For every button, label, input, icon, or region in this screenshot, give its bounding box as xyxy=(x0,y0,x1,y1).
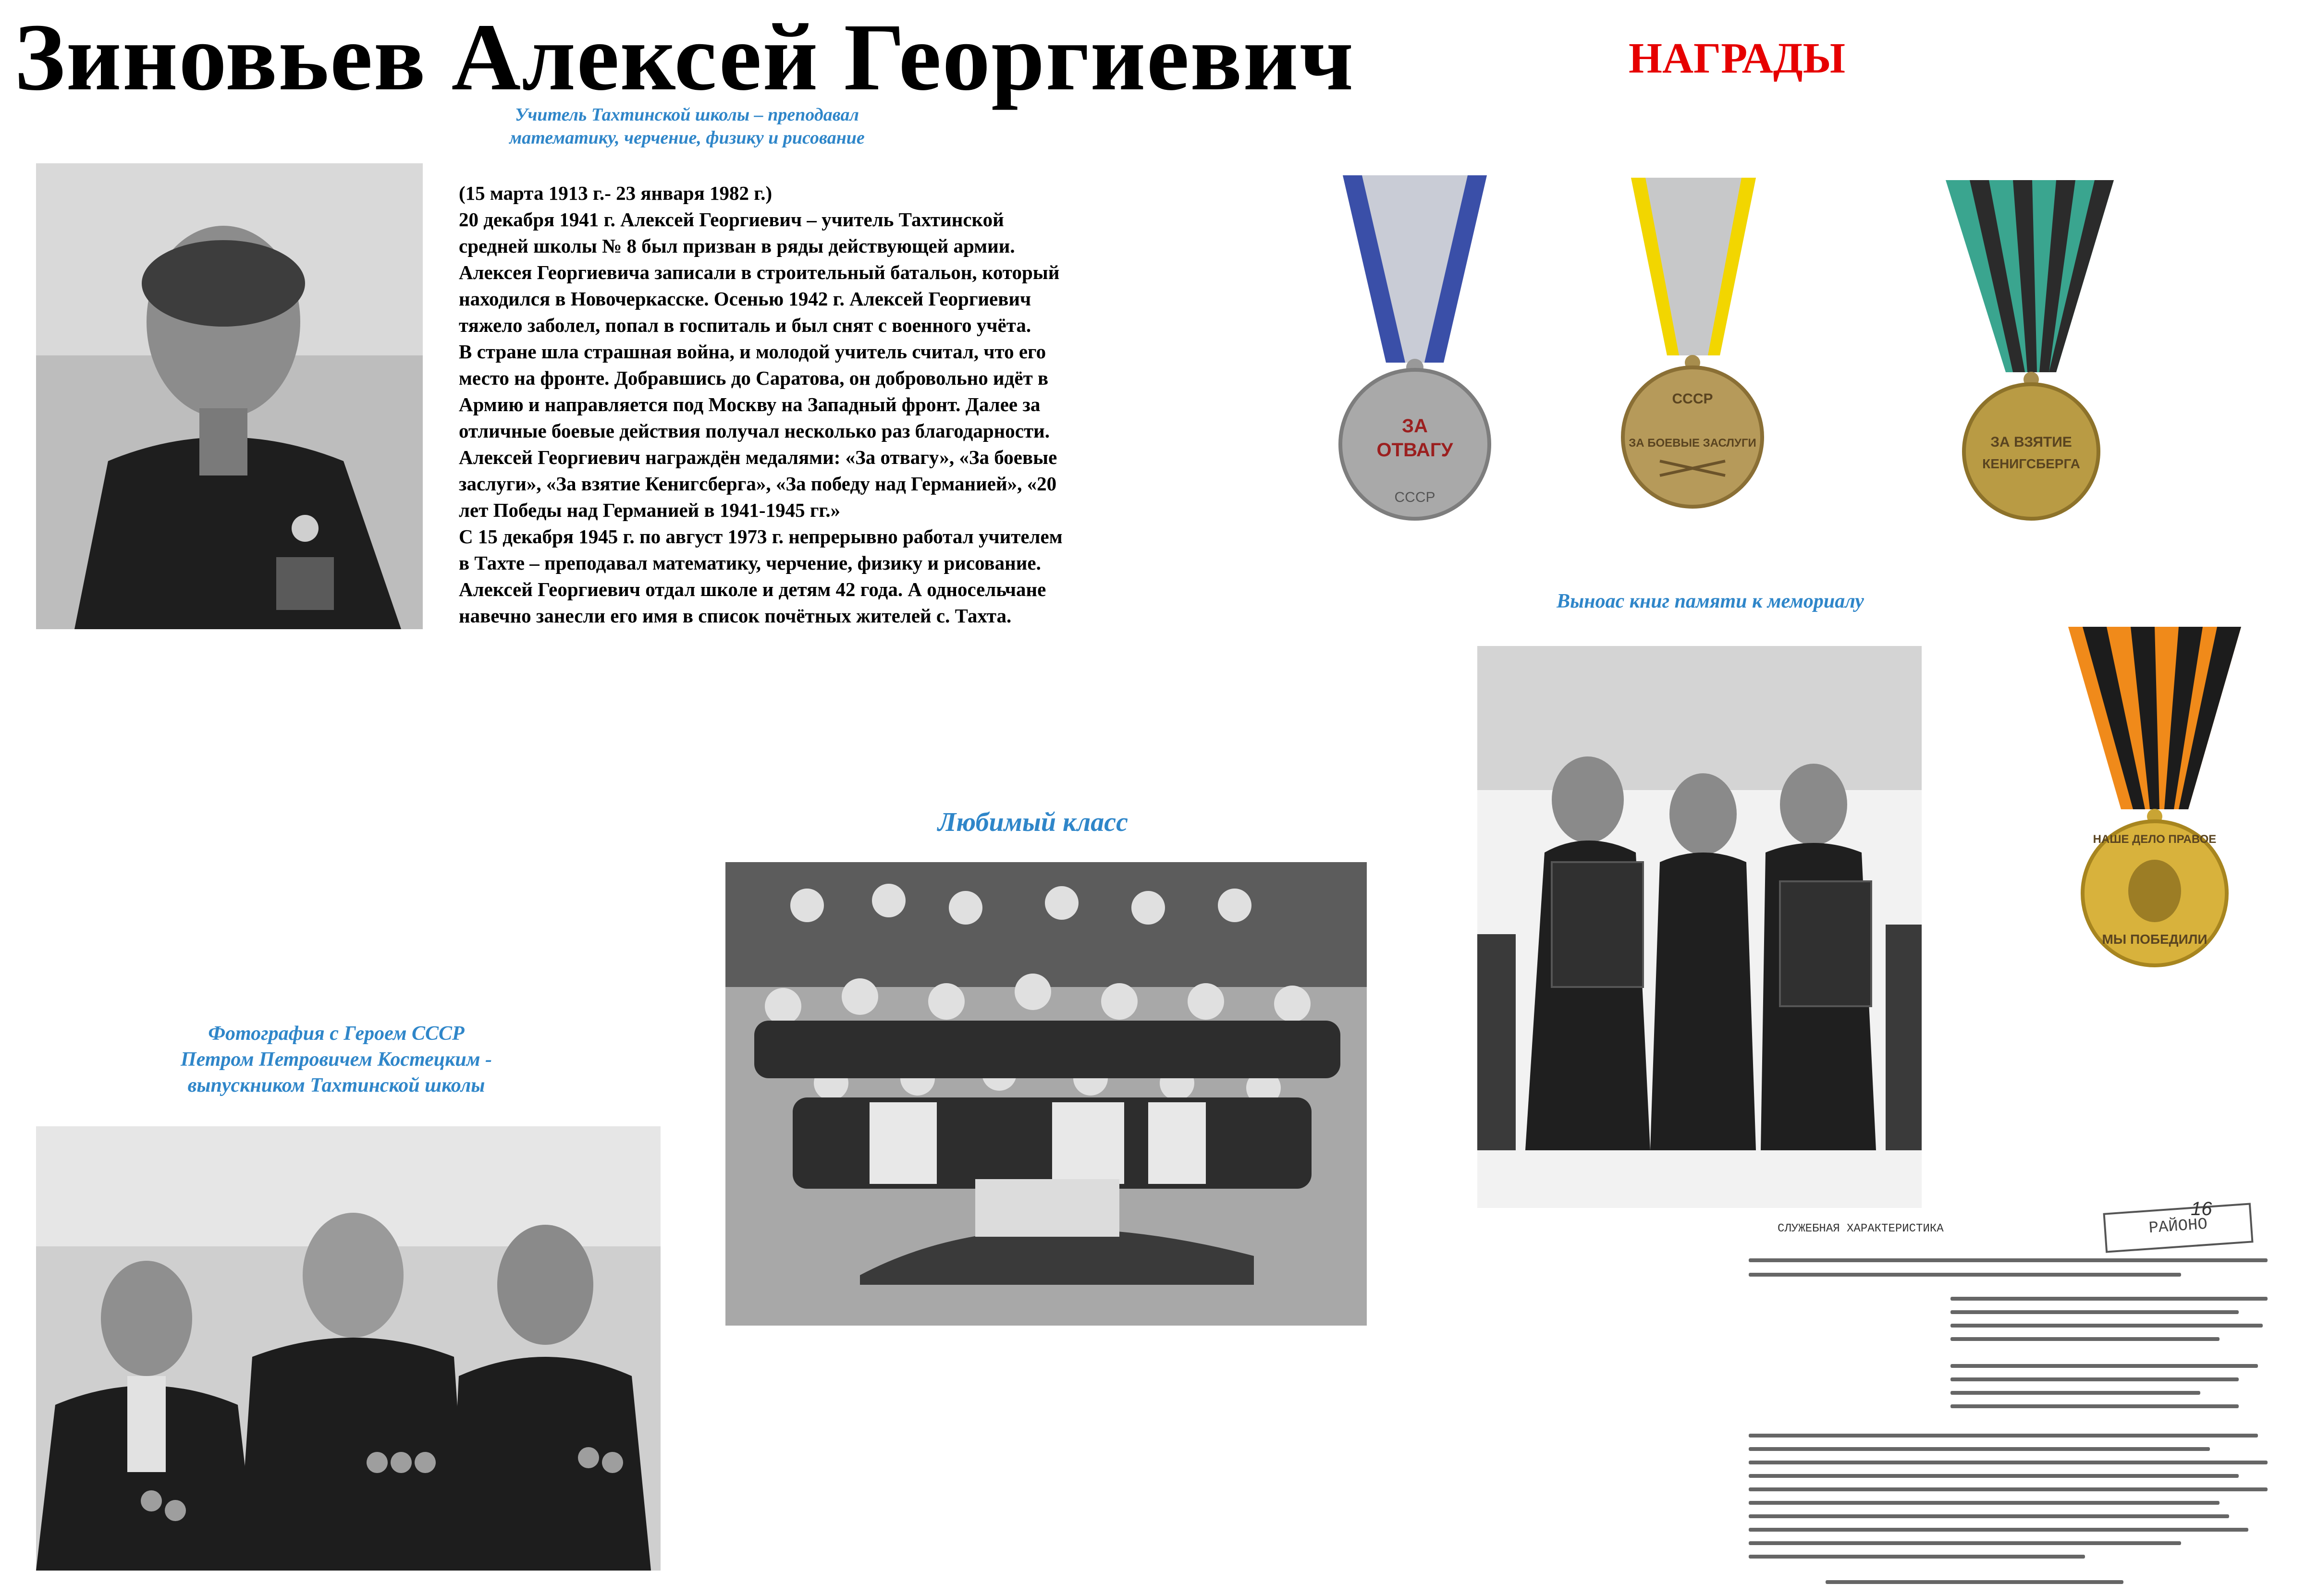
doc-line xyxy=(1749,1528,2248,1532)
medal-victory xyxy=(2063,627,2246,973)
doc-line xyxy=(1749,1258,2268,1262)
medal-bravery-sub: СССР xyxy=(1394,489,1435,505)
doc-line xyxy=(1749,1501,2220,1505)
doc-line xyxy=(1749,1273,2181,1277)
class-photo xyxy=(725,862,1367,1326)
doc-line xyxy=(1950,1310,2239,1314)
doc-line xyxy=(1749,1434,2258,1438)
biography-text xyxy=(459,180,1074,629)
hero-caption-line-2: Петром Петровичем Костецким - xyxy=(180,1048,492,1071)
hero-photo-caption xyxy=(120,1021,552,1098)
class-caption: Любимый класс xyxy=(938,807,1128,837)
doc-signature-line xyxy=(1826,1580,2123,1584)
memorial-photo xyxy=(1477,646,1922,1208)
medal-bravery-text-top: ЗА xyxy=(1402,415,1428,437)
doc-line xyxy=(1749,1541,2181,1545)
medal-victory-text-bottom: МЫ ПОБЕДИЛИ xyxy=(2102,932,2208,947)
bio-paragraph-3: С 15 декабря 1945 г. по август 1973 г. непрерывно работал учителем в Тахте – преподавал математику, черчение, физику и рисование. Алексей Георгиевич отдал школе и детям 42 года. А односельчане навечно занесли его имя в список почётных жителей с. Тахта. xyxy=(459,525,1063,627)
bio-dates: (15 марта 1913 г.- 23 января 1982 г.) xyxy=(459,182,773,204)
medal-koenigsberg-text-top: ЗА ВЗЯТИЕ xyxy=(1990,434,2072,450)
hero-photo xyxy=(36,1126,661,1571)
subtitle xyxy=(428,103,946,149)
medal-combat-service-text-bottom: ЗА БОЕВЫЕ ЗАСЛУГИ xyxy=(1629,437,1756,450)
medal-combat-service xyxy=(1602,178,1782,509)
document-stamp: РАЙОНО xyxy=(2103,1203,2253,1253)
doc-line xyxy=(1950,1377,2239,1381)
medal-koenigsberg xyxy=(1941,180,2121,521)
awards-heading: НАГРАДЫ xyxy=(1629,35,1846,82)
doc-line xyxy=(1749,1474,2239,1478)
subtitle-line-2: математику, черчение, физику и рисование xyxy=(509,128,865,148)
document-title: СЛУЖЕБНАЯ ХАРАКТЕРИСТИКА xyxy=(1778,1222,1944,1235)
doc-line xyxy=(1749,1555,2085,1559)
subtitle-line-1: Учитель Тахтинской школы – преподавал xyxy=(515,105,859,125)
doc-line xyxy=(1749,1447,2210,1451)
medal-combat-service-text-top: СССР xyxy=(1672,391,1713,407)
page-title: Зиновьев Алексей Георгиевич xyxy=(14,4,1355,110)
memorial-caption: Выноас книг памяти к мемориалу xyxy=(1557,590,1864,612)
bio-paragraph-1: 20 декабря 1941 г. Алексей Георгиевич – учитель Тахтинской средней школы № 8 был призван в ряды действующей армии. Алексея Георгиевича записали в строительный батальон, который находился в Новочеркасске. Осенью 1942 г. Алексей Георгиевич тяжело заболел, попал в госпиталь и был снят с военного учёта. xyxy=(459,208,1060,336)
doc-line xyxy=(1950,1404,2239,1408)
doc-line xyxy=(1950,1324,2263,1328)
doc-line xyxy=(1950,1364,2258,1368)
service-characteristic-document xyxy=(1725,1215,2292,1590)
portrait-photo xyxy=(36,163,423,629)
medal-bravery-text-bottom: ОТВАГУ xyxy=(1376,439,1453,461)
document-page-number: 16 xyxy=(2191,1198,2212,1219)
medal-bravery xyxy=(1326,175,1504,521)
medal-victory-text-top: НАШЕ ДЕЛО ПРАВОЕ xyxy=(2093,833,2217,846)
doc-line xyxy=(1749,1461,2268,1464)
doc-line xyxy=(1950,1297,2268,1301)
hero-caption-line-1: Фотография с Героем СССР xyxy=(208,1023,465,1045)
doc-line xyxy=(1950,1337,2220,1341)
medal-koenigsberg-text-bottom: КЕНИГСБЕРГА xyxy=(1982,456,2080,471)
hero-caption-line-3: выпускником Тахтинской школы xyxy=(187,1074,485,1096)
bio-paragraph-2: В стране шла страшная война, и молодой учитель считал, что его место на фронте. Добравшись до Саратова, он добровольно идёт в Армию и направляется под Москву на Западный фронт. Далее за отличные боевые действия получал несколько раз благодарности. Алексей Георгиевич награждён медалями: «За отвагу», «За боевые заслуги», «За взятие Кенигсберга», «За победу над Германией», «20 лет Победы над Германией в 1941-1945 гг.» xyxy=(459,341,1057,521)
doc-line xyxy=(1950,1391,2200,1395)
doc-line xyxy=(1749,1514,2229,1518)
doc-line xyxy=(1749,1487,2268,1491)
